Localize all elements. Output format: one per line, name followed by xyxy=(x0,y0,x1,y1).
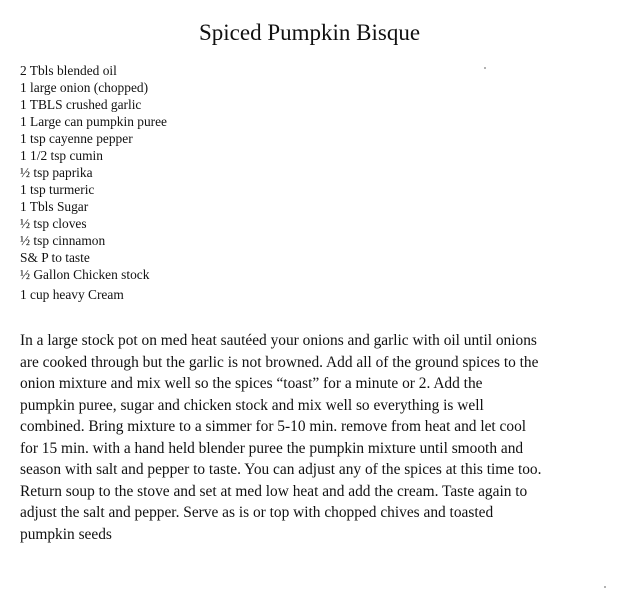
directions-line: adjust the salt and pepper. Serve as is or top with chopped chives and toasted xyxy=(20,504,494,521)
recipe-title: Spiced Pumpkin Bisque xyxy=(198,20,421,45)
ingredient-item: 1 TBLS crushed garlic xyxy=(20,97,142,112)
ingredient-item: S& P to taste xyxy=(20,250,90,265)
ingredient-item: 1 tsp turmeric xyxy=(20,182,95,197)
ingredient-item: ½ tsp cinnamon xyxy=(20,233,106,248)
ingredient-item: 1 large onion (chopped) xyxy=(20,80,149,95)
directions-line: for 15 min. with a hand held blender puree the pumpkin mixture until smooth and xyxy=(20,439,524,457)
scan-speck xyxy=(484,67,486,69)
ingredient-item: ½ Gallon Chicken stock xyxy=(20,267,150,282)
ingredient-list xyxy=(20,62,340,303)
ingredient-item: ½ tsp cloves xyxy=(20,216,87,231)
scan-speck xyxy=(604,586,606,588)
directions-line: Return soup to the stove and set at med low heat and add the cream. Taste again to xyxy=(20,482,528,500)
directions-line: pumpkin seeds xyxy=(20,525,112,543)
directions-line: season with salt and pepper to taste. You can adjust any of the spices at this time too. xyxy=(20,461,542,478)
ingredient-item: 1 tsp cayenne pepper xyxy=(20,131,133,146)
directions-paragraph xyxy=(20,330,602,545)
ingredient-item: 1 1/2 tsp cumin xyxy=(20,148,103,163)
directions-line: pumpkin puree, sugar and chicken stock and mix well so everything is well xyxy=(20,396,484,414)
ingredient-item: ½ tsp paprika xyxy=(20,165,93,180)
ingredient-item: 1 Large can pumpkin puree xyxy=(20,114,167,129)
directions-line: combined. Bring mixture to a simmer for 5-10 min. remove from heat and let cool xyxy=(20,418,527,435)
directions-line: In a large stock pot on med heat sautéed your onions and garlic with oil until onions xyxy=(20,332,537,349)
ingredient-item: 1 Tbls Sugar xyxy=(20,199,89,214)
ingredient-item: 2 Tbls blended oil xyxy=(20,63,117,78)
ingredient-item: 1 cup heavy Cream xyxy=(20,287,124,302)
directions-line: are cooked through but the garlic is not browned. Add all of the ground spices to the xyxy=(20,353,539,371)
directions-line: onion mixture and mix well so the spices “toast” for a minute or 2. Add the xyxy=(20,375,483,392)
